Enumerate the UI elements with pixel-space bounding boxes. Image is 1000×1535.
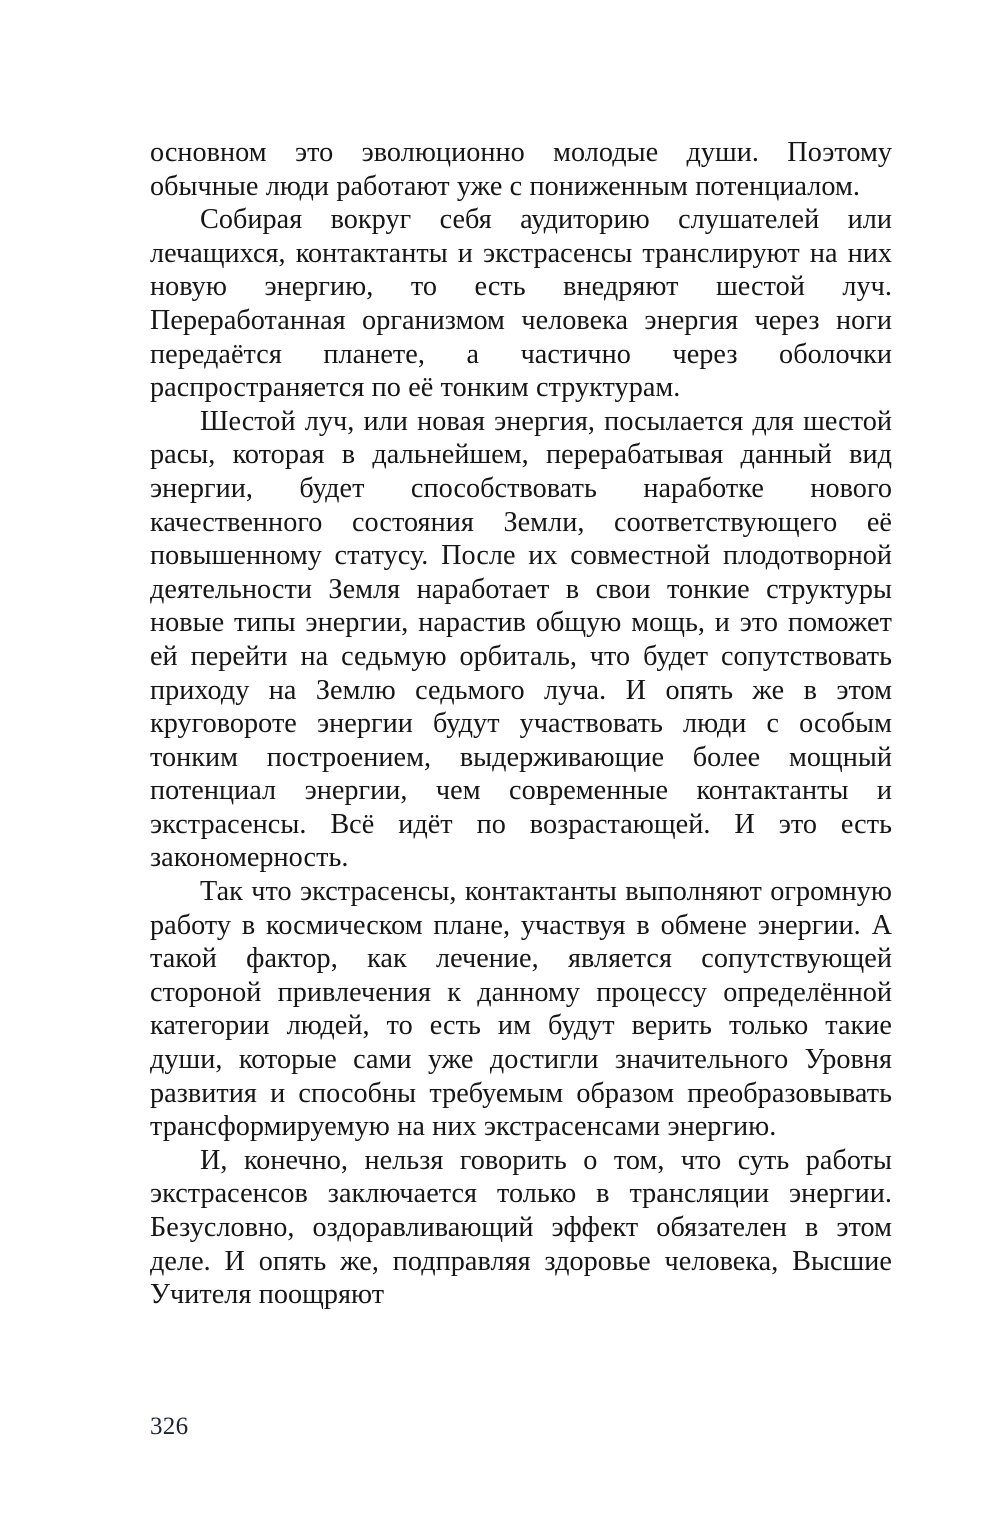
body-text-column: [150, 136, 892, 1312]
paragraph-2: Собирая вокруг себя аудиторию слушателей или лечащихся, контактанты и экстрасенсы транслируют на них новую энергию, то есть внедряют шестой луч. Переработанная организмом человека энергия через ноги передаётся планете, а частично через оболочки распространяется по её тонким структурам.: [150, 204, 892, 404]
paragraph-3: Шестой луч, или новая энергия, посылается для шестой расы, которая в дальнейшем, перерабатывая данный вид энергии, будет способствовать наработке нового качественного состояния Земли, соответствующего её повышенному статусу. После их совместной плодотворной деятельности Земля наработает в свои тонкие структуры новые типы энергии, нарастив общую мощь, и это поможет ей перейти на седьмую орбиталь, что будет сопутствовать приходу на Землю седьмого луча. И опять же в этом круговороте энергии будут участвовать люди с особым тонким построением, выдерживающие более мощный потенциал энергии, чем современные контактанты и экстрасенсы. Всё идёт по возрастающей. И это есть закономерность.: [150, 405, 892, 874]
paragraph-5: И, конечно, нельзя говорить о том, что суть работы экстрасенсов заключается только в трансляции энергии. Безусловно, оздоравливающий эффект обязателен в этом деле. И опять же, подправляя здоровье человека, Высшие Учителя поощряют: [150, 1144, 892, 1311]
paragraph-1: основном это эволюционно молодые души. Поэтому обычные люди работают уже с пониженным потенциалом.: [150, 137, 892, 202]
page-number: 326: [150, 1413, 189, 1440]
paragraph-4: Так что экстрасенсы, контактанты выполняют огромную работу в космическом плане, участвуя в обмене энергии. А такой фактор, как лечение, является сопутствующей стороной привлечения к данному процессу определённой категории людей, то есть им будут верить только такие души, которые сами уже достигли значительного Уровня развития и способны требуемым образом преобразовывать трансформируемую на них экстрасенсами энергию.: [150, 876, 892, 1143]
